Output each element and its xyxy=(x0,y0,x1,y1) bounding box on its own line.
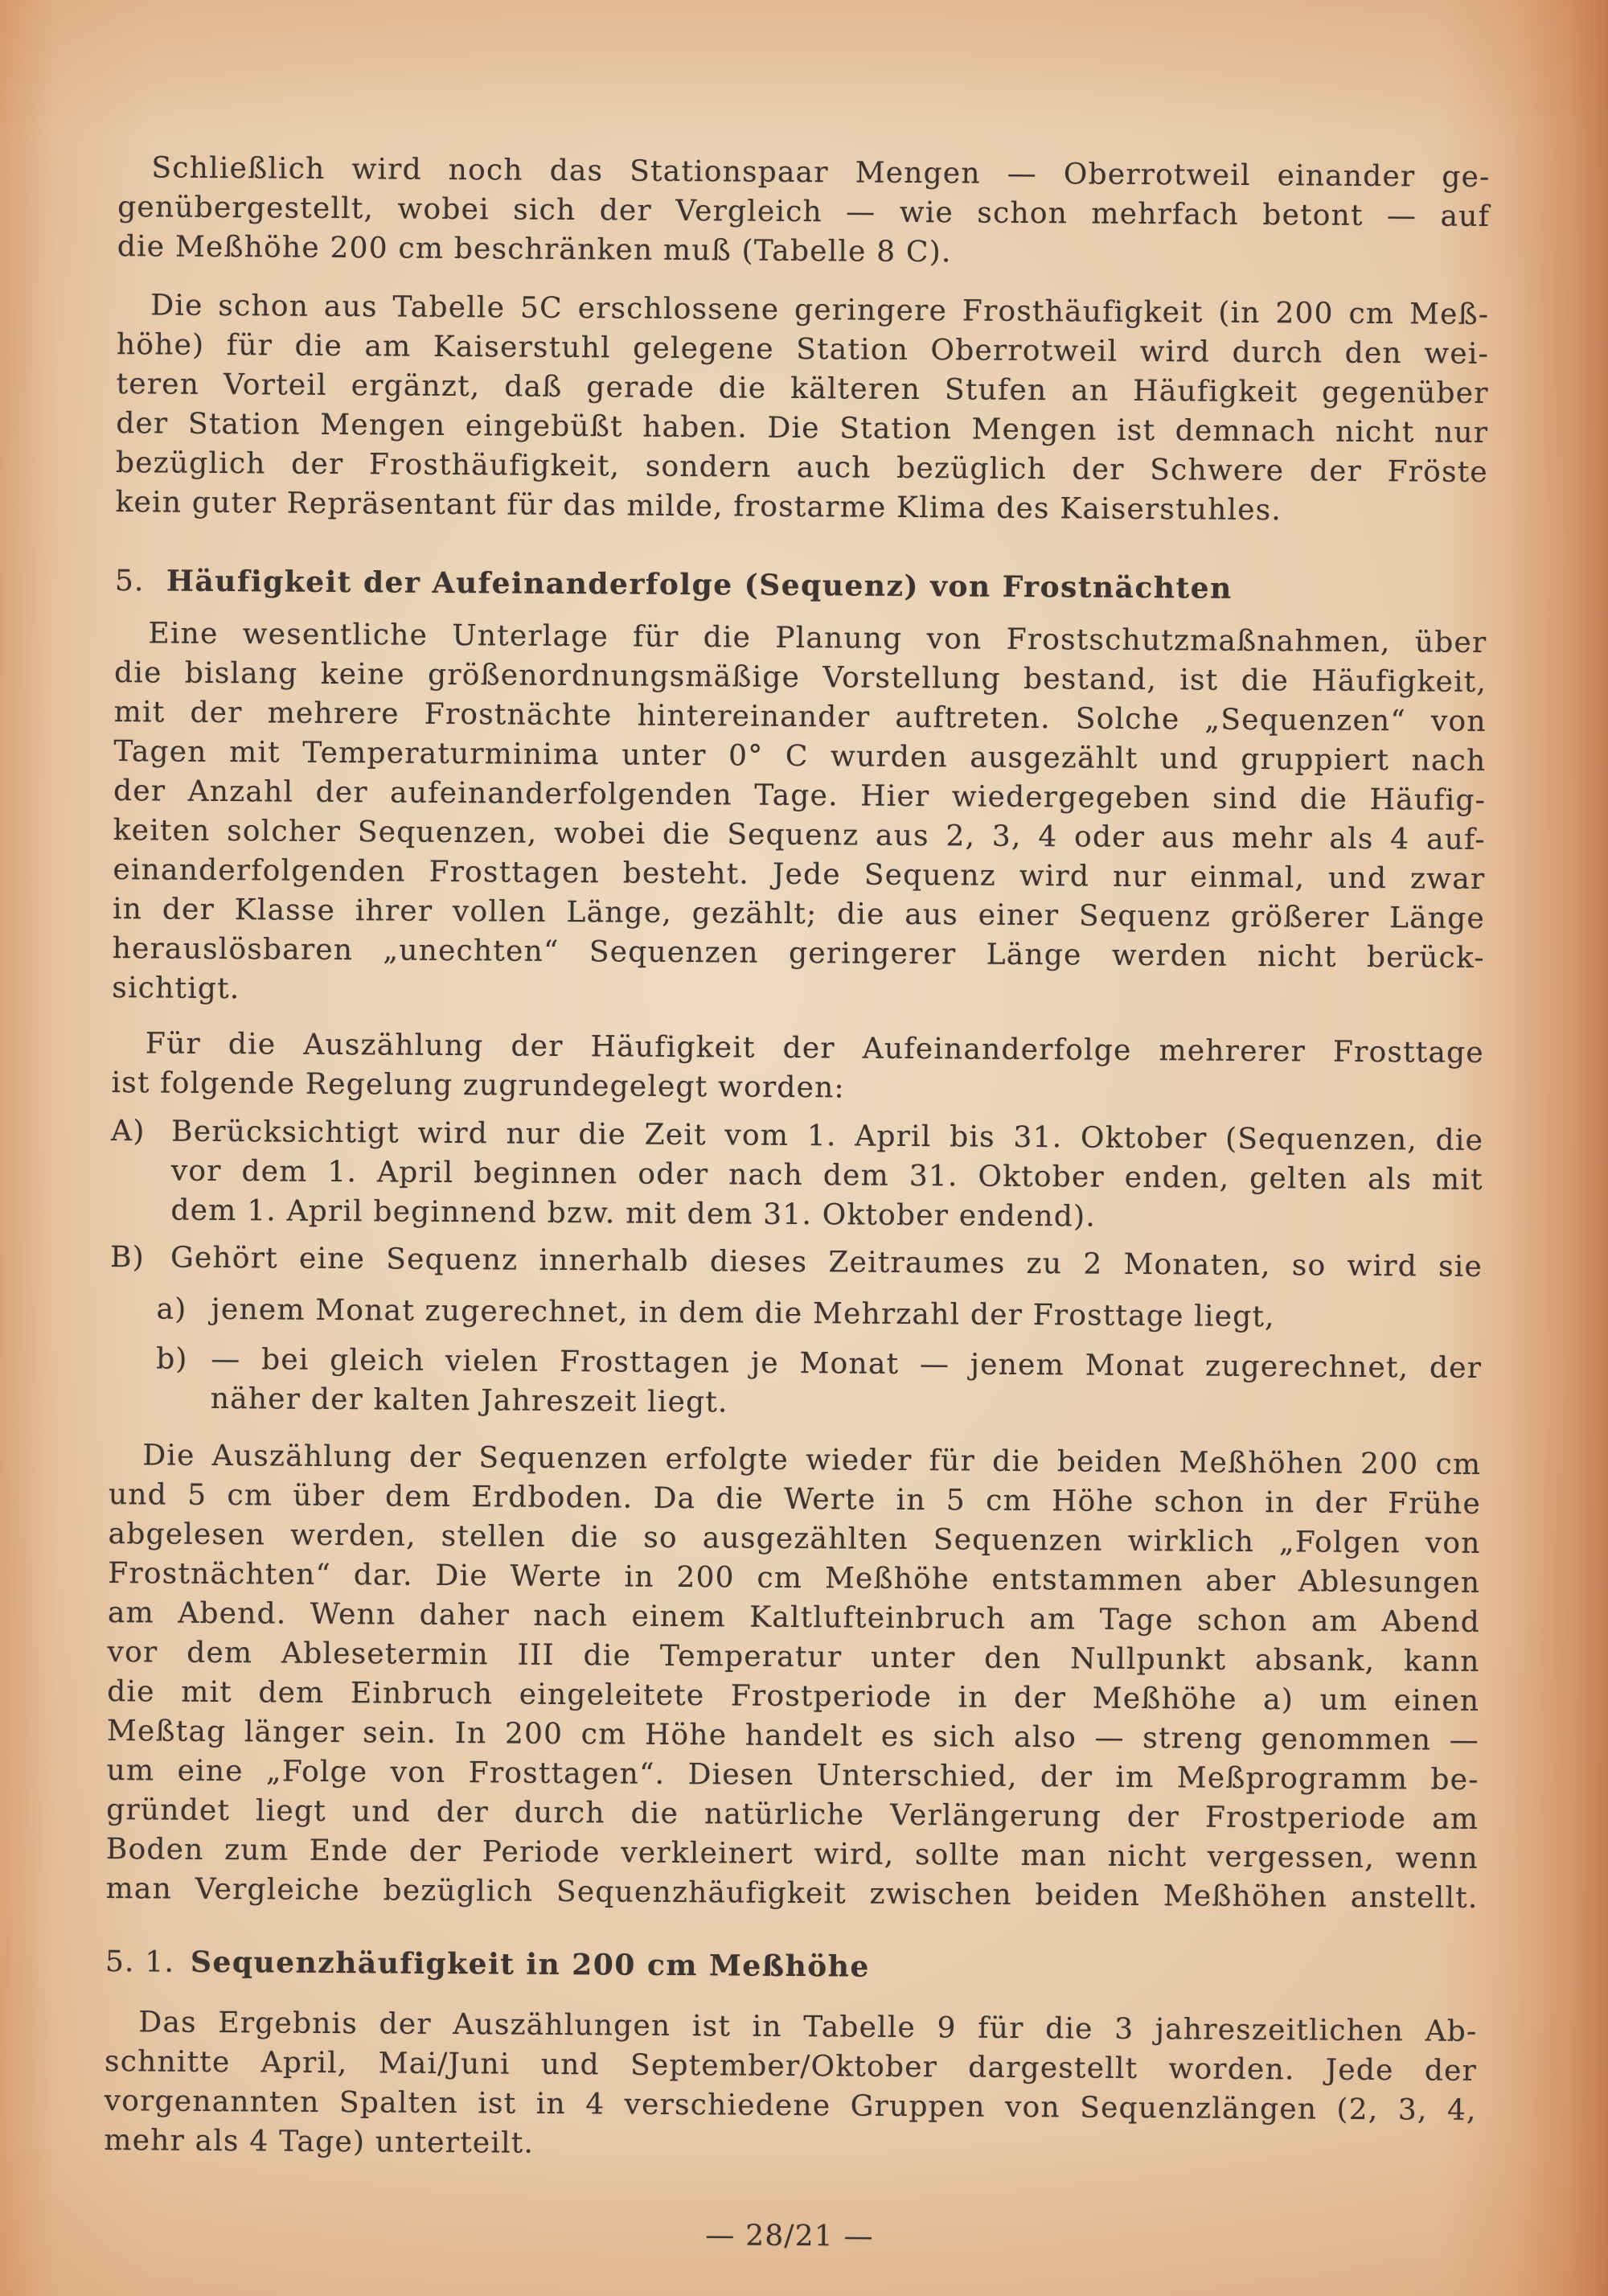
sub-item-label: a) xyxy=(156,1292,187,1326)
subsection-title: Sequenzhäufigkeit in 200 cm Meßhöhe xyxy=(190,1945,870,1984)
text-block xyxy=(103,0,1491,2296)
list-label: A) xyxy=(110,1115,146,1148)
page-number: — 28/21 — xyxy=(705,2219,874,2253)
paragraph-line: sichtigt. xyxy=(112,971,240,1006)
paragraph-line: teren Vorteil ergänzt, daß gerade die kälteren Stufen an Häufigkeit gegenüber xyxy=(116,368,1489,410)
paragraph-line: der Station Mengen eingebüßt haben. Die Station Mengen ist demnach nicht nur xyxy=(116,407,1489,450)
paragraph-line: schnitte April, Mai/Juni und September/Oktober dargestellt worden. Jede der xyxy=(104,2045,1478,2088)
paragraph-frosthaeufigkeit xyxy=(115,285,1489,532)
page-edge xyxy=(1594,0,1596,2296)
paragraph-line: Die schon aus Tabelle 5C erschlossene geringere Frosthäufigkeit (in 200 cm Meß- xyxy=(150,289,1490,331)
paragraph-line: kein guter Repräsentant für das milde, frostarme Klima des Kaiserstuhles. xyxy=(115,486,1282,528)
subsection-number: 5. 1. xyxy=(105,1945,175,1979)
paragraph-line: die mit dem Einbruch eingeleitete Frostperiode in der Meßhöhe a) um einen xyxy=(107,1675,1480,1718)
list-line: Gehört eine Sequenz innerhalb dieses Zeitraumes zu 2 Monaten, so wird sie xyxy=(170,1241,1483,1284)
paragraph-line: höhe) für die am Kaiserstuhl gelegene Station Oberrotweil wird durch den wei- xyxy=(116,328,1490,371)
paragraph-line: Boden zum Ende der Periode verkleinert wird, sollte man nicht vergessen, wenn xyxy=(105,1833,1479,1875)
sub-item-text xyxy=(211,1340,1483,1427)
list-line: jenem Monat zugerechnet, in dem die Mehrzahl der Frosttage liegt, xyxy=(211,1292,1275,1334)
list-item-text xyxy=(170,1238,1483,1287)
list-line: näher der kalten Jahreszeit liegt. xyxy=(210,1382,728,1419)
paragraph-line: mehr als 4 Tage) unterteilt. xyxy=(104,2124,535,2160)
paragraph-line: Tagen mit Temperaturminima unter 0° C wurden ausgezählt und gruppiert nach xyxy=(113,735,1487,778)
paragraph-line: Meßtag länger sein. In 200 cm Höhe handelt es sich also — streng genommen — xyxy=(106,1715,1480,1757)
paragraph-line: Die Auszählung der Sequenzen erfolgte wieder für die beiden Meßhöhen 200 cm xyxy=(142,1439,1482,1481)
paragraph-sequenzen xyxy=(112,614,1487,1017)
sub-item-label: b) xyxy=(156,1342,188,1376)
sub-item-b xyxy=(109,1339,1483,1427)
list-item-a xyxy=(110,1111,1483,1239)
list-line: Berücksichtigt wird nur die Zeit vom 1. April bis 31. Oktober (Sequenzen, die xyxy=(170,1115,1484,1157)
paragraph-line: abgelesen werden, stellen die so ausgezählten Sequenzen wirklich „Folgen von xyxy=(108,1518,1481,1560)
list-item-b xyxy=(110,1238,1483,1287)
paragraph-line: die Meßhöhe 200 cm beschränken muß (Tabelle 8 C). xyxy=(117,230,952,269)
paragraph-messhoehen xyxy=(105,1436,1481,1918)
paragraph-line: man Vergleiche bezüglich Sequenzhäufigkeit zwischen beiden Meßhöhen anstellt. xyxy=(105,1872,1479,1915)
list-item-text xyxy=(170,1112,1483,1239)
paragraph-line: die bislang keine größenordnungsmäßige Vorstellung bestand, ist die Häufigkeit, xyxy=(113,656,1487,699)
paragraph-line: in der Klasse ihrer vollen Länge, gezählt; die aus einer Sequenz größerer Länge xyxy=(112,893,1486,935)
sub-item-a xyxy=(109,1289,1482,1338)
list-label: B) xyxy=(109,1241,146,1275)
sub-item-text xyxy=(211,1290,1482,1338)
paragraph-line: bezüglich der Frosthäufigkeit, sondern auch bezüglich der Schwere der Fröste xyxy=(115,446,1489,489)
paragraph-line: Eine wesentliche Unterlage für die Planung von Frostschutzmaßnahmen, über xyxy=(148,617,1487,659)
paragraph-regelung xyxy=(111,1024,1484,1112)
paragraph-line: der Anzahl der aufeinanderfolgenden Tage. Hier wiedergegeben sind die Häufig- xyxy=(113,774,1487,817)
paragraph-ergebnis xyxy=(104,2002,1477,2170)
paragraph-line: um eine „Folge von Frosttagen“. Diesen Unterschied, der im Meßprogramm be- xyxy=(106,1754,1479,1797)
list-line: — bei gleich vielen Frosttagen je Monat — jenem Monat zugerechnet, der xyxy=(211,1342,1483,1385)
section-heading xyxy=(115,561,1487,610)
paragraph-line: Schließlich wird noch das Stationspaar Mengen — Oberrotweil einander ge- xyxy=(151,151,1491,194)
paragraph-line: vorgenannten Spalten ist in 4 verschiedene Gruppen von Sequenzlängen (2, 3, 4, xyxy=(104,2084,1477,2127)
paragraph-line: herauslösbaren „unechten“ Sequenzen geringerer Länge werden nicht berück- xyxy=(112,932,1485,975)
paragraph-line: am Abend. Wenn daher nach einem Kaltlufteinbruch am Tage schon am Abend xyxy=(107,1596,1481,1639)
list-line: dem 1. April beginnend bzw. mit dem 31. Oktober endend). xyxy=(170,1193,1097,1234)
paragraph-line: gründet liegt und der durch die natürliche Verlängerung der Frostperiode am xyxy=(106,1793,1479,1836)
paragraph-line: ist folgende Regelung zugrundegelegt worden: xyxy=(111,1066,845,1105)
list-line: vor dem 1. April beginnen oder nach dem 31. Oktober enden, gelten als mit xyxy=(170,1154,1483,1197)
subsection-heading xyxy=(105,1942,1478,1991)
paragraph-line: Frostnächten“ dar. Die Werte in 200 cm Meßhöhe entstammen aber Ablesungen xyxy=(108,1557,1481,1600)
paragraph-line: Das Ergebnis der Auszählungen ist in Tabelle 9 für die 3 jahreszeitlichen Ab- xyxy=(138,2006,1478,2048)
paragraph-line: einanderfolgenden Frosttagen besteht. Jede Sequenz wird nur einmal, und zwar xyxy=(113,853,1486,896)
paragraph-line: Für die Auszählung der Häufigkeit der Aufeinanderfolge mehrerer Frosttage xyxy=(145,1027,1484,1070)
paragraph-line: keiten solcher Sequenzen, wobei die Sequenz aus 2, 3, 4 oder aus mehr als 4 auf- xyxy=(113,814,1486,856)
paragraph-stationspaar xyxy=(117,148,1491,276)
section-title: Häufigkeit der Aufeinanderfolge (Sequenz) von Frostnächten xyxy=(166,564,1233,606)
paragraph-line: und 5 cm über dem Erdboden. Da die Werte in 5 cm Höhe schon in der Frühe xyxy=(108,1478,1482,1521)
paragraph-line: vor dem Ablesetermin III die Temperatur unter den Nullpunkt absank, kann xyxy=(107,1636,1480,1678)
paragraph-line: mit der mehrere Frostnächte hintereinander auftreten. Solche „Sequenzen“ von xyxy=(113,696,1487,738)
section-number: 5. xyxy=(114,565,145,598)
paragraph-line: genübergestellt, wobei sich der Vergleich — wie schon mehrfach betont — auf xyxy=(117,191,1491,233)
